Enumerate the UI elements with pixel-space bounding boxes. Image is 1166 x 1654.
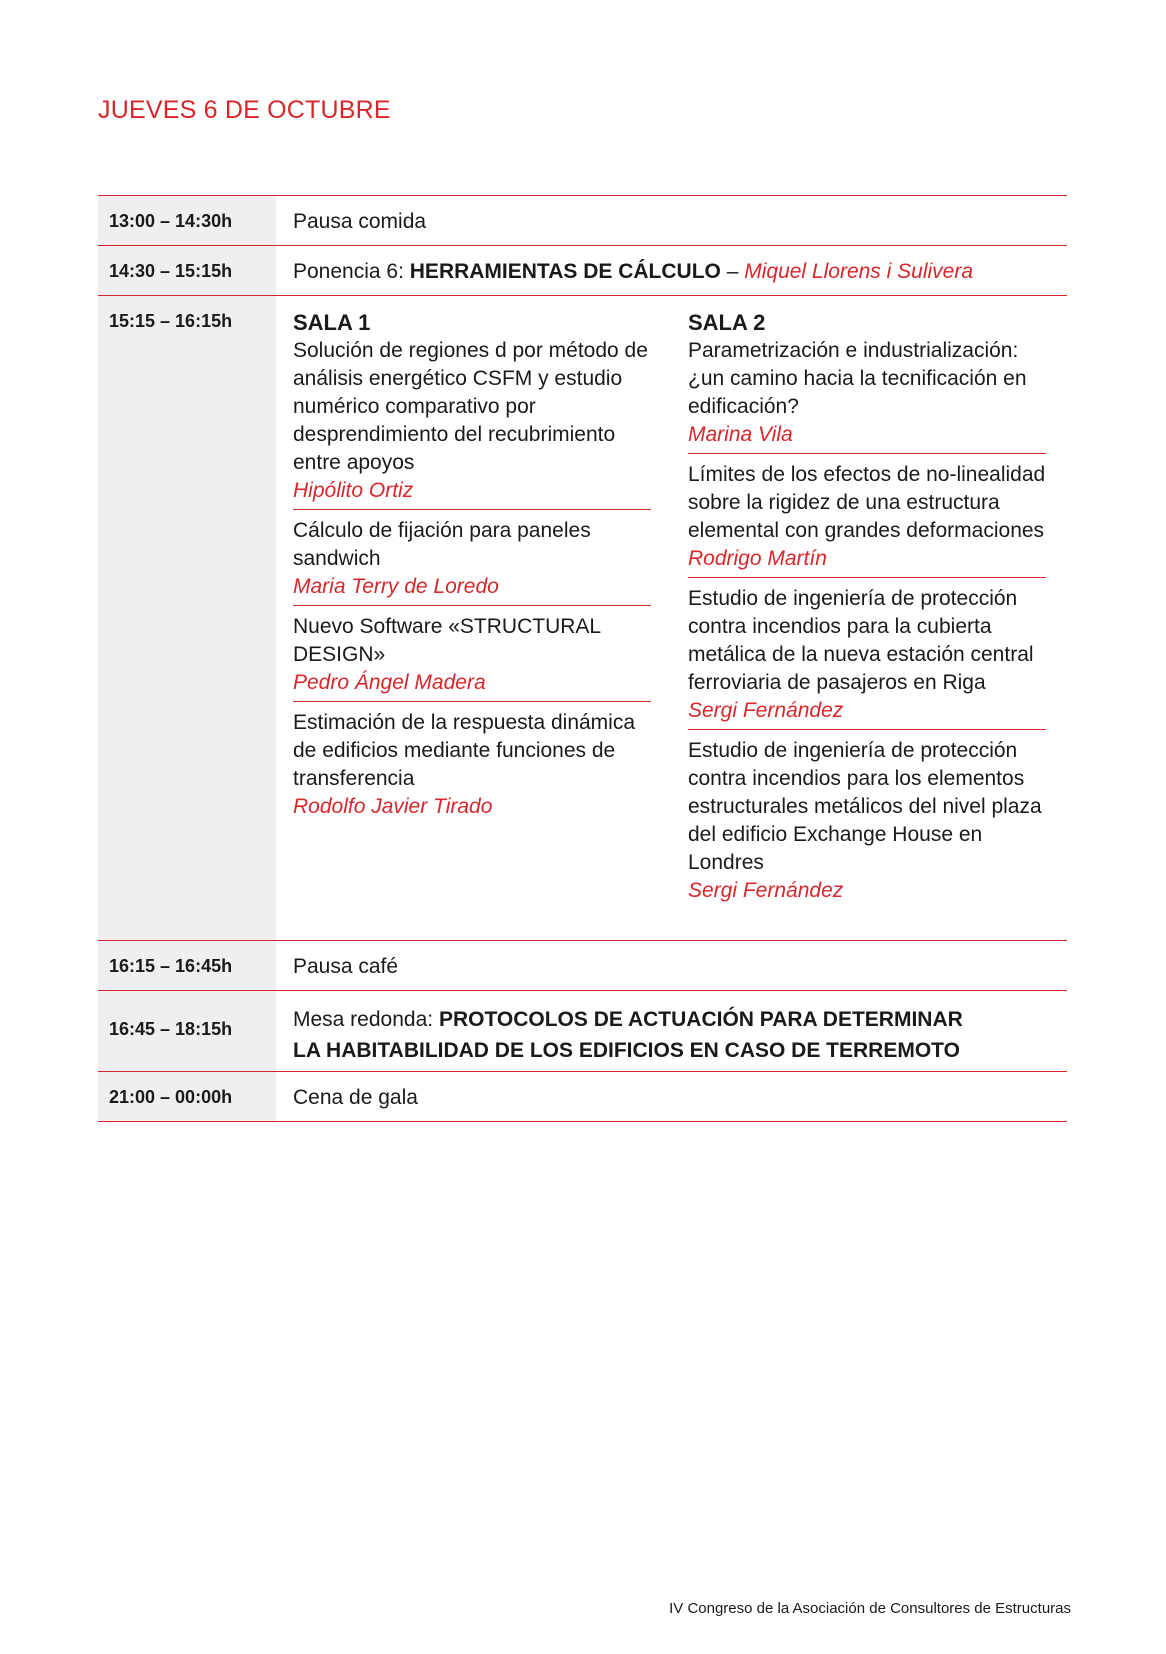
talk-author: Sergi Fernández: [688, 879, 844, 902]
talk-title: Solución de regiones d por método de análisis energético CSFM y estudio numérico comparativo por desprendimiento del recubrimiento entre apoyos: [293, 339, 648, 474]
session-prefix: Ponencia 6:: [293, 260, 410, 283]
session-text: Pausa café: [293, 955, 399, 978]
schedule-row: [98, 246, 1067, 296]
page-footer: IV Congreso de la Asociación de Consultores de Estructuras: [669, 1600, 1071, 1617]
time-slot: 14:30 – 15:15h: [98, 246, 276, 295]
talk-item: [688, 737, 1046, 909]
schedule-table: [98, 195, 1067, 1122]
session-content: [276, 991, 1067, 1071]
session-title-continued: LA HABITABILIDAD DE LOS EDIFICIOS EN CASO DE TERREMOTO: [293, 1039, 960, 1062]
speaker-name: Miquel Llorens i Sulivera: [744, 260, 974, 283]
session-title: HERRAMIENTAS DE CÁLCULO: [409, 260, 721, 283]
talk-author: Rodrigo Martín: [688, 547, 827, 570]
parallel-sessions: [276, 296, 1067, 940]
schedule-row: [98, 296, 1067, 941]
talk-item: [293, 517, 651, 606]
day-title: JUEVES 6 DE OCTUBRE: [98, 96, 391, 124]
session-prefix: Mesa redonda:: [293, 1008, 439, 1031]
sala-title: SALA 2: [688, 310, 766, 335]
talk-item: [688, 337, 1046, 454]
talk-title: Nuevo Software «STRUCTURAL DESIGN»: [293, 615, 601, 666]
sala-1-column: [293, 309, 651, 940]
session-text: Cena de gala: [293, 1086, 418, 1109]
talk-author: Rodolfo Javier Tirado: [293, 795, 493, 818]
schedule-row: [98, 196, 1067, 246]
talk-author: Hipólito Ortiz: [293, 479, 414, 502]
sala-title: SALA 1: [293, 310, 371, 335]
talk-item: [293, 613, 651, 702]
talk-title: Límites de los efectos de no-linealidad sobre la rigidez de una estructura elemental con grandes deformaciones: [688, 463, 1046, 542]
talk-title: Parametrización e industrialización: ¿un camino hacia la tecnificación en edificación?: [688, 339, 1027, 418]
time-slot: 16:45 – 18:15h: [98, 991, 276, 1071]
session-content: [276, 246, 1067, 295]
time-slot: 15:15 – 16:15h: [98, 296, 276, 940]
talk-author: Marina Vila: [688, 423, 793, 446]
talk-item: [688, 461, 1046, 578]
time-slot: 16:15 – 16:45h: [98, 941, 276, 990]
schedule-row: [98, 1072, 1067, 1122]
sala-2-column: [688, 309, 1046, 940]
time-slot: 21:00 – 00:00h: [98, 1072, 276, 1121]
talk-title: Estudio de ingeniería de protección contra incendios para la cubierta metálica de la nueva estación central ferroviaria de pasajeros en Riga: [688, 587, 1034, 694]
talk-item: [688, 585, 1046, 730]
talk-author: Maria Terry de Loredo: [293, 575, 499, 598]
session-title: PROTOCOLOS DE ACTUACIÓN PARA DETERMINAR: [438, 1008, 963, 1031]
talk-item: [293, 337, 651, 510]
time-slot: 13:00 – 14:30h: [98, 196, 276, 245]
session-text: Pausa comida: [293, 210, 427, 233]
talk-author: Pedro Ángel Madera: [293, 671, 486, 694]
schedule-row: [98, 991, 1067, 1072]
talk-author: Sergi Fernández: [688, 699, 844, 722]
talk-title: Cálculo de fijación para paneles sandwich: [293, 519, 591, 570]
session-separator: –: [720, 260, 745, 283]
schedule-row: [98, 941, 1067, 991]
talk-item: [293, 709, 651, 825]
talk-title: Estudio de ingeniería de protección contra incendios para los elementos estructurales metálicos del nivel plaza del edificio Exchange House en Londres: [688, 739, 1042, 874]
talk-title: Estimación de la respuesta dinámica de edificios mediante funciones de transferencia: [293, 711, 636, 790]
